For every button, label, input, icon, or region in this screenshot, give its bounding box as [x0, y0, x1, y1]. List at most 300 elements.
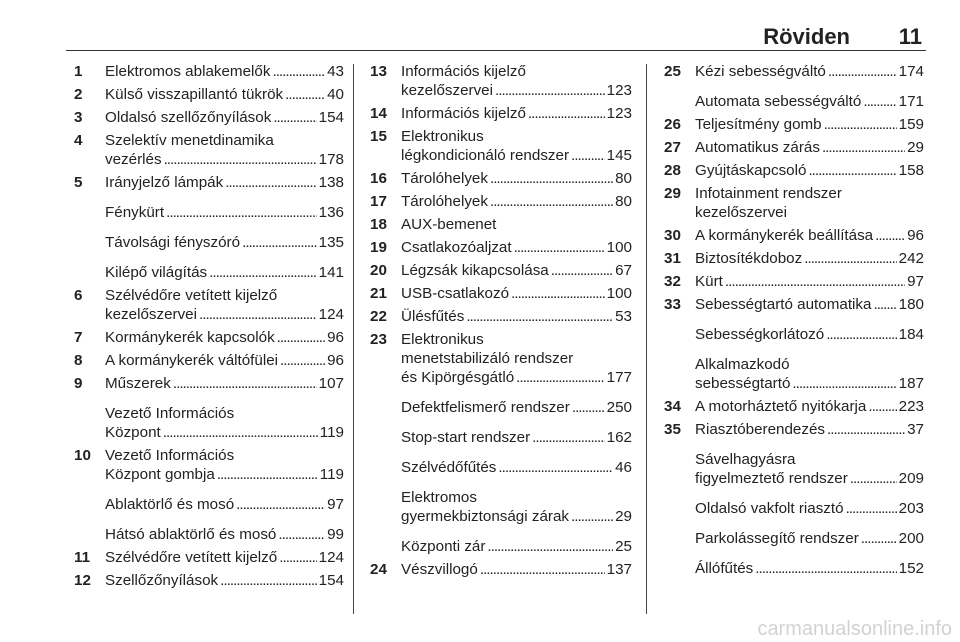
item-number: 17: [370, 193, 387, 210]
leader-dots: [466, 307, 613, 326]
item-label-line: Alkalmazkodó: [695, 356, 790, 373]
item-label-row: [401, 307, 632, 326]
item-label-row: [695, 161, 924, 180]
item-label-row: [695, 420, 924, 439]
item-label-line: sebességtartó: [695, 375, 791, 392]
item-label-line: gyermekbiztonsági zárak: [401, 508, 569, 525]
leader-dots: [755, 559, 896, 578]
leader-dots: [220, 571, 317, 590]
index-entry: [74, 85, 344, 104]
item-label-line: Irányjelző lámpák: [105, 174, 224, 191]
item-page-ref: 203: [898, 500, 924, 517]
item-label-line: Információs kijelző: [401, 105, 526, 122]
item-label-row: [105, 571, 344, 590]
item-page-ref: 141: [318, 264, 344, 281]
item-page-ref: 37: [907, 421, 924, 438]
item-number: 4: [74, 132, 83, 149]
item-label-row: [105, 150, 344, 169]
index-entry: [370, 238, 632, 257]
item-label-line: USB-csatlakozó: [401, 285, 510, 302]
item-label-row: [401, 81, 632, 100]
item-label-line: Kürt: [695, 273, 723, 290]
item-label-row: [105, 374, 344, 393]
index-entry: [74, 404, 344, 442]
item-page-ref: 124: [318, 549, 344, 566]
item-label-row: [695, 272, 924, 291]
item-page-ref: 53: [615, 308, 632, 325]
index-entry: [370, 488, 632, 526]
item-number: 13: [370, 63, 387, 80]
item-page-ref: 177: [606, 369, 632, 386]
leader-dots: [516, 368, 605, 387]
leader-dots: [868, 397, 896, 416]
item-page-ref: 184: [898, 326, 924, 343]
item-number: 25: [664, 63, 681, 80]
leader-dots: [280, 351, 325, 370]
item-number: 1: [74, 63, 83, 80]
item-number: 20: [370, 262, 387, 279]
index-entry: [664, 92, 924, 111]
item-page-ref: 123: [606, 105, 632, 122]
item-page-ref: 174: [898, 63, 924, 80]
item-label-line: Oldalsó vakfolt riasztó: [695, 500, 844, 517]
item-label-line: Ülésfűtés: [401, 308, 465, 325]
leader-dots: [495, 81, 605, 100]
item-number: 6: [74, 287, 83, 304]
leader-dots: [487, 537, 613, 556]
item-label-line: A kormánykerék beállítása: [695, 227, 874, 244]
item-label-line: figyelmeztető rendszer: [695, 470, 848, 487]
item-label-line: Infotainment rendszer: [695, 185, 842, 202]
item-label-row: [695, 138, 924, 157]
item-label-line: Vezető Információs: [105, 405, 235, 422]
leader-dots: [173, 374, 317, 393]
index-entry: [74, 548, 344, 567]
item-page-ref: 25: [615, 538, 632, 555]
leader-dots: [824, 115, 897, 134]
index-entry: [74, 351, 344, 370]
index-entry: [370, 398, 632, 417]
item-label-line: Sebességkorlátozó: [695, 326, 825, 343]
item-label-line: Biztosítékdoboz: [695, 250, 803, 267]
item-label-line: Elektronikus: [401, 331, 484, 348]
item-page-ref: 46: [615, 459, 632, 476]
item-label-row: [401, 238, 632, 257]
item-page-ref: 154: [318, 109, 344, 126]
item-page-ref: 100: [606, 239, 632, 256]
leader-dots: [236, 495, 325, 514]
item-number: 7: [74, 329, 83, 346]
item-page-ref: 80: [615, 170, 632, 187]
item-label-row: [105, 328, 344, 347]
item-label-line: Parkolássegítő rendszer: [695, 530, 859, 547]
item-number: 28: [664, 162, 681, 179]
item-label-line: menetstabilizáló rendszer: [401, 350, 574, 367]
item-number: 15: [370, 128, 387, 145]
leader-dots: [225, 173, 316, 192]
item-label-line: Stop-start rendszer: [401, 429, 531, 446]
item-label-row: [105, 305, 344, 324]
item-label-row: [695, 469, 924, 488]
item-label-row: [695, 397, 924, 416]
item-label-line: Szélvédőfűtés: [401, 459, 497, 476]
leader-dots: [828, 62, 897, 81]
index-entry: [370, 261, 632, 280]
item-label-line: Vészvillogó: [401, 561, 478, 578]
item-page-ref: 152: [898, 560, 924, 577]
leader-dots: [808, 161, 896, 180]
item-label-line: Központ: [105, 424, 161, 441]
item-number: 27: [664, 139, 681, 156]
item-label-row: [105, 203, 344, 222]
index-entry: [74, 328, 344, 347]
item-page-ref: 158: [898, 162, 924, 179]
index-entry: [664, 325, 924, 344]
item-number: 30: [664, 227, 681, 244]
item-label-line: Csatlakozóaljzat: [401, 239, 512, 256]
item-label-row: [695, 499, 924, 518]
index-entry: [74, 286, 344, 324]
leader-dots: [846, 499, 897, 518]
item-page-ref: 136: [318, 204, 344, 221]
index-column-3: [664, 62, 924, 582]
item-number: 35: [664, 421, 681, 438]
item-label-line: Sebességtartó automatika: [695, 296, 872, 313]
item-number: 33: [664, 296, 681, 313]
leader-dots: [277, 328, 325, 347]
item-number: 8: [74, 352, 83, 369]
item-page-ref: 209: [898, 470, 924, 487]
index-entry: [370, 560, 632, 579]
item-number: 26: [664, 116, 681, 133]
item-label-row: [105, 525, 344, 544]
item-label-row: [105, 62, 344, 81]
item-page-ref: 97: [327, 496, 344, 513]
index-entry: [370, 330, 632, 387]
index-entry: [664, 138, 924, 157]
leader-dots: [850, 469, 897, 488]
item-number: 32: [664, 273, 681, 290]
leader-dots: [285, 85, 325, 104]
item-label-line: Automata sebességváltó: [695, 93, 862, 110]
index-entry: [370, 537, 632, 556]
item-page-ref: 124: [318, 306, 344, 323]
item-label-line: Hátsó ablaktörlő és mosó: [105, 526, 277, 543]
index-entry: [74, 571, 344, 590]
item-page-ref: 250: [606, 399, 632, 416]
leader-dots: [571, 146, 605, 165]
item-label-row: [401, 192, 632, 211]
index-entry: [664, 499, 924, 518]
leader-dots: [571, 507, 613, 526]
leader-dots: [279, 548, 316, 567]
index-entry: [664, 249, 924, 268]
item-number: 29: [664, 185, 681, 202]
item-label-row: [695, 226, 924, 245]
item-label-row: [401, 398, 632, 417]
leader-dots: [163, 423, 318, 442]
item-label-row: [105, 85, 344, 104]
leader-dots: [725, 272, 905, 291]
item-label-line: Információs kijelző: [401, 63, 526, 80]
leader-dots: [272, 62, 325, 81]
index-entry: [664, 397, 924, 416]
item-page-ref: 145: [606, 147, 632, 164]
index-entry: [370, 192, 632, 211]
item-label-row: [105, 173, 344, 192]
leader-dots: [551, 261, 613, 280]
leader-dots: [217, 465, 318, 484]
leader-dots: [873, 295, 896, 314]
index-entry: [74, 374, 344, 393]
item-label-row: [695, 62, 924, 81]
index-column-2: [370, 62, 632, 583]
item-page-ref: 119: [319, 466, 344, 483]
leader-dots: [199, 305, 317, 324]
index-entry: [664, 420, 924, 439]
leader-dots: [804, 249, 896, 268]
page-header: [66, 26, 926, 51]
item-page-ref: 123: [606, 82, 632, 99]
item-label-row: [401, 146, 632, 165]
item-label-row: [401, 537, 632, 556]
item-number: 16: [370, 170, 387, 187]
item-label-line: Kézi sebességváltó: [695, 63, 826, 80]
item-page-ref: 135: [318, 234, 344, 251]
item-label-line: AUX-bemenet: [401, 216, 497, 233]
leader-dots: [528, 104, 605, 123]
item-label-line: Szélvédőre vetített kijelző: [105, 549, 278, 566]
item-label-row: [695, 92, 924, 111]
item-label-row: [695, 325, 924, 344]
column-divider: [646, 64, 647, 614]
item-number: 12: [74, 572, 91, 589]
index-entry: [370, 307, 632, 326]
item-label-row: [695, 374, 924, 393]
item-page-ref: 67: [615, 262, 632, 279]
item-label-line: kezelőszervei: [695, 204, 788, 221]
item-page-ref: 97: [907, 273, 924, 290]
item-label-line: kezelőszervei: [105, 306, 198, 323]
item-label-line: Állófűtés: [695, 560, 754, 577]
item-number: 9: [74, 375, 83, 392]
item-page-ref: 137: [606, 561, 632, 578]
index-entry: [664, 272, 924, 291]
item-page-ref: 107: [318, 375, 344, 392]
item-page-ref: 43: [327, 63, 344, 80]
item-label-row: [105, 423, 344, 442]
item-label-line: Szelektív menetdinamika: [105, 132, 274, 149]
item-page-ref: 154: [318, 572, 344, 589]
index-entry: [370, 215, 632, 234]
item-page-ref: 159: [898, 116, 924, 133]
index-entry: [370, 104, 632, 123]
leader-dots: [209, 263, 317, 282]
item-label-line: Kilépő világítás: [105, 264, 208, 281]
index-entry: [664, 62, 924, 81]
item-label-line: Műszerek: [105, 375, 171, 392]
page-number: 11: [898, 24, 922, 49]
item-number: 31: [664, 250, 681, 267]
item-label-row: [695, 559, 924, 578]
item-page-ref: 223: [898, 398, 924, 415]
leader-dots: [480, 560, 605, 579]
index-entry: [664, 161, 924, 180]
item-page-ref: 96: [907, 227, 924, 244]
item-label-row: [105, 263, 344, 282]
item-label-row: [401, 368, 632, 387]
item-number: 23: [370, 331, 387, 348]
item-label-line: Központi zár: [401, 538, 486, 555]
item-number: 5: [74, 174, 83, 191]
index-entry: [74, 446, 344, 484]
leader-dots: [490, 169, 613, 188]
index-entry: [74, 525, 344, 544]
index-entry: [74, 495, 344, 514]
index-entry: [74, 203, 344, 222]
item-label-line: Külső visszapillantó tükrök: [105, 86, 284, 103]
item-number: 2: [74, 86, 83, 103]
leader-dots: [490, 192, 613, 211]
item-label-line: A motorháztető nyitókarja: [695, 398, 867, 415]
leader-dots: [532, 428, 605, 447]
leader-dots: [572, 398, 605, 417]
index-entry: [74, 233, 344, 252]
item-page-ref: 96: [327, 352, 344, 369]
leader-dots: [273, 108, 316, 127]
index-entry: [74, 263, 344, 282]
item-label-row: [401, 560, 632, 579]
item-label-row: [401, 261, 632, 280]
item-label-line: légkondicionáló rendszer: [401, 147, 570, 164]
item-label-row: [105, 233, 344, 252]
index-entry: [664, 450, 924, 488]
item-page-ref: 200: [898, 530, 924, 547]
index-entry: [664, 355, 924, 393]
item-label-row: [695, 295, 924, 314]
item-label-line: Automatikus zárás: [695, 139, 820, 156]
item-page-ref: 242: [898, 250, 924, 267]
item-label-line: Defektfelismerő rendszer: [401, 399, 570, 416]
item-label-line: Sávelhagyásra: [695, 451, 796, 468]
leader-dots: [826, 325, 896, 344]
item-number: 3: [74, 109, 83, 126]
item-label-row: [401, 284, 632, 303]
item-number: 18: [370, 216, 387, 233]
item-label-row: [105, 465, 344, 484]
index-entry: [74, 108, 344, 127]
item-number: 34: [664, 398, 681, 415]
item-number: 10: [74, 447, 91, 464]
index-entry: [664, 529, 924, 548]
item-page-ref: 171: [898, 93, 924, 110]
item-number: 14: [370, 105, 387, 122]
index-entry: [664, 559, 924, 578]
item-number: 22: [370, 308, 387, 325]
item-page-ref: 80: [615, 193, 632, 210]
index-entry: [370, 428, 632, 447]
item-label-line: és Kipörgésgátló: [401, 369, 515, 386]
item-label-line: A kormánykerék váltófülei: [105, 352, 279, 369]
leader-dots: [511, 284, 605, 303]
item-label-line: Riasztóberendezés: [695, 421, 826, 438]
leader-dots: [863, 92, 896, 111]
item-label-line: Elektromos: [401, 489, 477, 506]
index-entry: [664, 226, 924, 245]
item-label-line: Elektromos ablakemelők: [105, 63, 271, 80]
index-column-1: [74, 62, 344, 594]
item-page-ref: 29: [907, 139, 924, 156]
item-page-ref: 178: [318, 151, 344, 168]
item-label-line: Távolsági fényszóró: [105, 234, 241, 251]
item-page-ref: 99: [327, 526, 344, 543]
item-label-row: [401, 169, 632, 188]
item-page-ref: 180: [898, 296, 924, 313]
index-entry: [74, 62, 344, 81]
item-label-line: Fénykürt: [105, 204, 165, 221]
item-page-ref: 162: [606, 429, 632, 446]
item-label-row: [105, 495, 344, 514]
item-label-row: [401, 458, 632, 477]
item-number: 21: [370, 285, 387, 302]
index-entry: [370, 127, 632, 165]
item-label-line: kezelőszervei: [401, 82, 494, 99]
section-title: Röviden: [763, 24, 850, 49]
item-label-line: Tárolóhelyek: [401, 170, 488, 187]
item-label-line: Oldalsó szellőzőnyílások: [105, 109, 272, 126]
item-label-line: Gyújtáskapcsoló: [695, 162, 807, 179]
item-label-row: [695, 203, 924, 222]
item-label-line: vezérlés: [105, 151, 162, 168]
leader-dots: [822, 138, 905, 157]
item-label-line: Szellőzőnyílások: [105, 572, 219, 589]
leader-dots: [514, 238, 605, 257]
item-label-line: Szélvédőre vetített kijelző: [105, 287, 278, 304]
index-entry: [664, 184, 924, 222]
item-label-row: [401, 104, 632, 123]
leader-dots: [164, 150, 317, 169]
item-label-line: Kormánykerék kapcsolók: [105, 329, 275, 346]
item-label-line: Ablaktörlő és mosó: [105, 496, 235, 513]
item-page-ref: 40: [327, 86, 344, 103]
item-number: 11: [74, 549, 91, 566]
item-label-row: [401, 215, 632, 234]
index-entry: [370, 284, 632, 303]
index-entry: [370, 62, 632, 100]
item-label-row: [105, 351, 344, 370]
item-number: 24: [370, 561, 387, 578]
item-label-line: Tárolóhelyek: [401, 193, 488, 210]
leader-dots: [242, 233, 317, 252]
leader-dots: [498, 458, 613, 477]
item-label-row: [105, 108, 344, 127]
item-number: 19: [370, 239, 387, 256]
item-label-row: [401, 507, 632, 526]
item-page-ref: 119: [319, 424, 344, 441]
column-divider: [353, 64, 354, 614]
item-label-line: Központ gombja: [105, 466, 215, 483]
watermark: carmanualsonline.info: [0, 616, 960, 642]
item-label-line: Vezető Információs: [105, 447, 235, 464]
item-label-row: [105, 548, 344, 567]
leader-dots: [166, 203, 317, 222]
item-page-ref: 187: [898, 375, 924, 392]
item-label-row: [695, 115, 924, 134]
index-entry: [370, 458, 632, 477]
index-entry: [664, 115, 924, 134]
index-entry: [74, 131, 344, 169]
leader-dots: [875, 226, 905, 245]
